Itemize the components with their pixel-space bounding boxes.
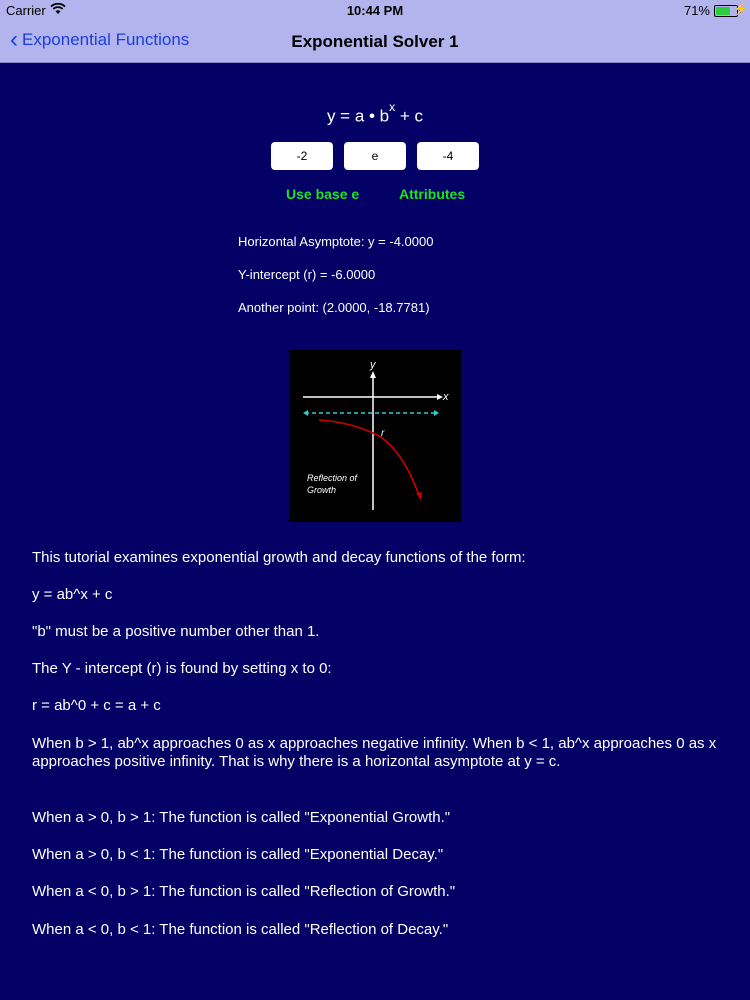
chevron-left-icon: ‹ <box>10 26 18 53</box>
asymptote-arrow-right <box>434 410 439 416</box>
tutorial-paragraph: When a > 0, b > 1: The function is called "Exponential Growth." <box>32 809 451 826</box>
tutorial-paragraph: r = ab^0 + c = a + c <box>32 697 161 714</box>
graph-caption-line-1: Reflection of <box>307 473 358 483</box>
tutorial-paragraph: The Y - intercept (r) is found by setting x to 0: <box>32 660 332 677</box>
intercept-result: Y-intercept (r) = -6.0000 <box>238 267 376 282</box>
c-input[interactable]: -4 <box>417 142 479 170</box>
attributes-button[interactable]: Attributes <box>399 186 466 202</box>
tutorial-paragraph: y = ab^x + c <box>32 586 113 603</box>
carrier-label: Carrier <box>6 3 46 18</box>
tutorial-paragraph: This tutorial examines exponential growth and decay functions of the form: <box>32 549 526 566</box>
asymptote-result: Horizontal Asymptote: y = -4.0000 <box>238 234 434 249</box>
tutorial-paragraph: When b > 1, ab^x approaches 0 as x approaches negative infinity. When b < 1, ab^x approaches 0 as x approaches positive infinity. That is why there is a horizontal asymptote at y = c. <box>32 735 717 770</box>
graph-caption-line-2: Growth <box>307 485 337 495</box>
formula-lhs: y = a • b <box>326 106 390 126</box>
clock: 10:44 PM <box>346 3 404 18</box>
tutorial-paragraph: When a < 0, b < 1: The function is called "Reflection of Decay." <box>32 921 449 938</box>
reflection-of-growth-graph <box>289 350 461 522</box>
curve-arrow <box>416 492 422 500</box>
back-button-label: Exponential Functions <box>22 30 190 49</box>
charging-icon: ⚡ <box>733 2 748 16</box>
page-title: Exponential Solver 1 <box>291 32 459 51</box>
asymptote-arrow-left <box>303 410 308 416</box>
tutorial-paragraph: "b" must be a positive number other than 1. <box>32 623 320 640</box>
status-bar <box>0 0 750 22</box>
a-input[interactable]: -2 <box>271 142 333 170</box>
tutorial-paragraph: When a < 0, b > 1: The function is called "Reflection of Growth." <box>32 883 456 900</box>
r-label: r <box>381 428 385 439</box>
navigation-bar <box>0 22 750 63</box>
x-axis-label: x <box>443 391 449 403</box>
another-point-result: Another point: (2.0000, -18.7781) <box>238 300 430 315</box>
y-axis-arrow <box>370 371 376 378</box>
y-axis-label: y <box>370 359 376 371</box>
battery-percent: 71% <box>683 3 710 18</box>
formula <box>0 100 750 127</box>
tutorial-paragraph: When a > 0, b < 1: The function is called "Exponential Decay." <box>32 846 444 863</box>
formula-rhs: + c <box>399 106 424 126</box>
b-input[interactable]: e <box>344 142 406 170</box>
use-base-e-button[interactable]: Use base e <box>286 186 360 202</box>
formula-exponent: x <box>389 100 396 114</box>
